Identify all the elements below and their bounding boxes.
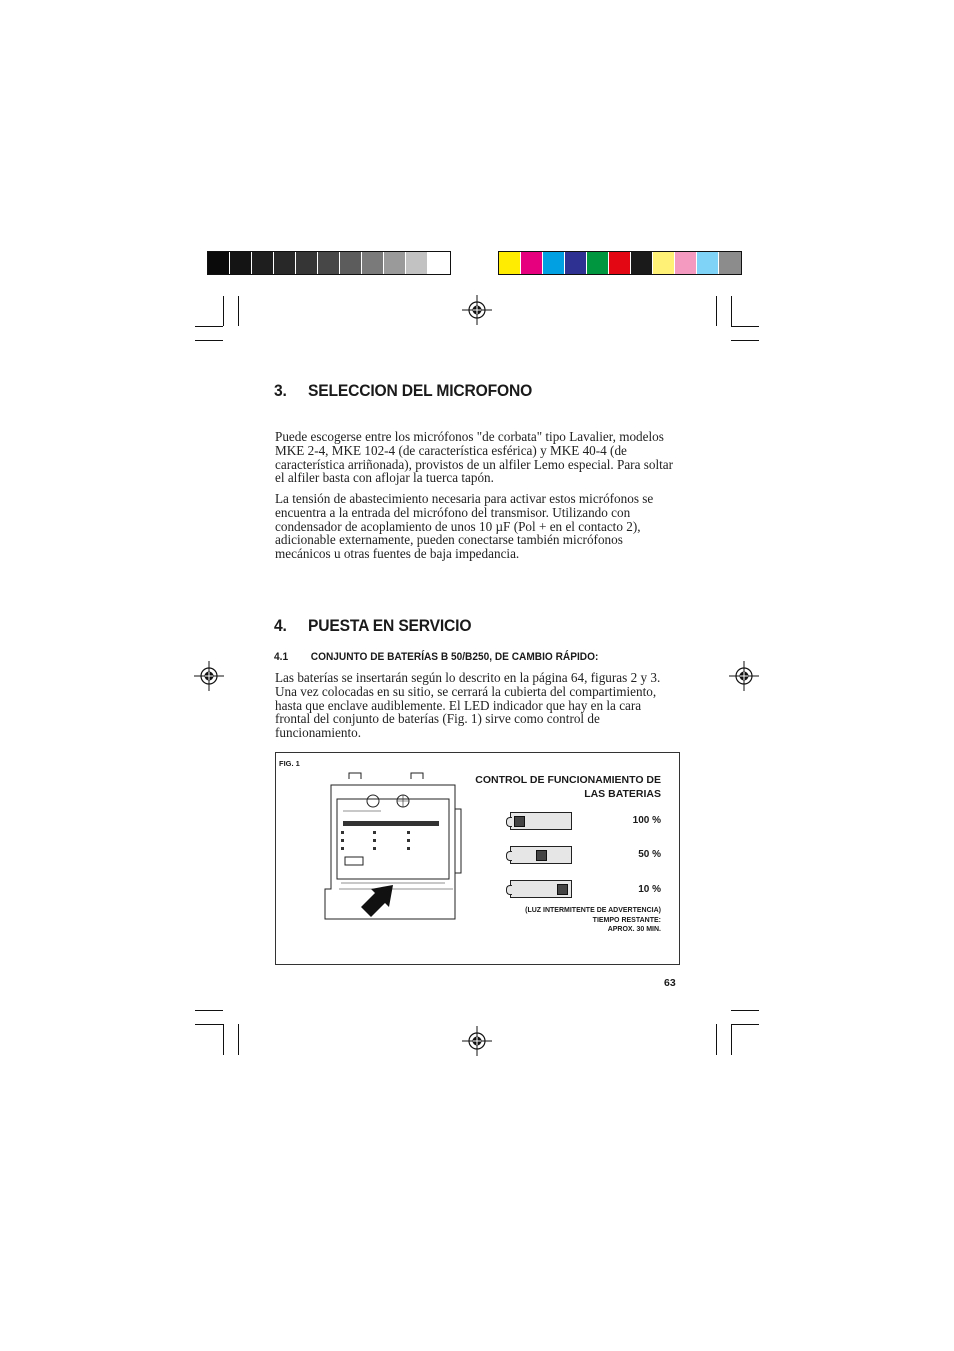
led-10 xyxy=(557,884,568,895)
registration-mark-icon xyxy=(462,1026,492,1056)
figure-label: FIG. 1 xyxy=(279,759,300,768)
figure-1 xyxy=(275,752,680,965)
figure-heading xyxy=(475,773,661,801)
subsection-title: CONJUNTO DE BATERÍAS B 50/B250, DE CAMBIO RÁPIDO: xyxy=(310,651,599,663)
subsection-number: 4.1 xyxy=(274,651,289,663)
section-4-title: PUESTA EN SERVICIO xyxy=(308,616,472,635)
calibration-swatch xyxy=(653,252,675,274)
calibration-swatch xyxy=(719,252,741,274)
level-label-100: 100 % xyxy=(632,815,661,826)
section-3-number: 3. xyxy=(274,381,287,400)
battery-pack-illustration xyxy=(321,769,466,927)
warning-note-line-3: APROX. 30 MIN. xyxy=(607,926,661,933)
calibration-swatch xyxy=(252,252,274,274)
color-calibration-bar xyxy=(498,251,742,275)
section-4-heading xyxy=(274,616,471,636)
calibration-swatch xyxy=(521,252,543,274)
calibration-swatch xyxy=(543,252,565,274)
calibration-swatch xyxy=(428,252,450,274)
section-3-paragraph-2: La tensión de abastecimiento necesaria para activar estos micrófonos se encuentra a la entrada del micrófono del transmisor. Utilizando con condensador de acoplamiento de unos 10 µF (Pol + en el contacto 2), adicionable externamente, pueden conectarse también micrófonos mecánicos u otras fuentes de baja impedancia. xyxy=(275,491,654,562)
warning-note-line-1: (LUZ INTERMITENTE DE ADVERTENCIA) xyxy=(525,907,661,914)
calibration-swatch xyxy=(274,252,296,274)
page-number: 63 xyxy=(664,977,676,989)
calibration-swatch xyxy=(609,252,631,274)
figure-heading-line-1: CONTROL DE FUNCIONAMIENTO DE xyxy=(475,774,661,786)
section-3-paragraph-1: Puede escogerse entre los micrófonos "de corbata" tipo Lavalier, modelos MKE 2-4, MKE 102-4 (de característica esférica) y MKE 40-4 (de característica arriñonada), provistos de un alfiler Lemo especial. Para soltar el alfiler basta con aflojar la tuerca tapón. xyxy=(275,429,674,486)
warning-note-line-2: TIEMPO RESTANTE: xyxy=(592,916,661,924)
calibration-swatch xyxy=(697,252,719,274)
section-3-heading xyxy=(274,381,532,401)
calibration-swatch xyxy=(631,252,653,274)
warning-note xyxy=(525,906,661,935)
registration-mark-icon xyxy=(194,661,224,691)
section-4-paragraph: Las baterías se insertarán según lo descrito en la página 64, figuras 2 y 3. Una vez colocadas en su sitio, se cerrará la cubierta del compartimiento, hasta que enclave audiblemente. El LED indicador que hay en la cara frontal del conjunto de baterías (Fig. 1) sirve como control de funcionamiento. xyxy=(275,670,661,741)
figure-heading-line-2: LAS BATERIAS xyxy=(584,788,661,800)
calibration-swatch xyxy=(296,252,318,274)
battery-indicator-10 xyxy=(510,880,572,898)
registration-mark-icon xyxy=(462,295,492,325)
level-label-10: 10 % xyxy=(638,884,661,895)
led-50 xyxy=(536,850,547,861)
gray-calibration-bar xyxy=(207,251,451,275)
calibration-swatch xyxy=(675,252,697,274)
led-100 xyxy=(514,816,525,827)
section-4-number: 4. xyxy=(274,616,287,635)
subsection-4-1-heading xyxy=(274,651,598,663)
calibration-swatch xyxy=(587,252,609,274)
calibration-swatch xyxy=(384,252,406,274)
registration-mark-icon xyxy=(729,661,759,691)
calibration-swatch xyxy=(499,252,521,274)
calibration-swatch xyxy=(230,252,252,274)
calibration-swatch xyxy=(565,252,587,274)
battery-indicator-50 xyxy=(510,846,572,864)
section-3-title: SELECCION DEL MICROFONO xyxy=(308,381,533,400)
calibration-swatch xyxy=(208,252,230,274)
calibration-swatch xyxy=(340,252,362,274)
battery-indicator-100 xyxy=(510,812,572,830)
calibration-swatch xyxy=(318,252,340,274)
calibration-swatch xyxy=(406,252,428,274)
calibration-swatch xyxy=(362,252,384,274)
level-label-50: 50 % xyxy=(638,849,661,860)
